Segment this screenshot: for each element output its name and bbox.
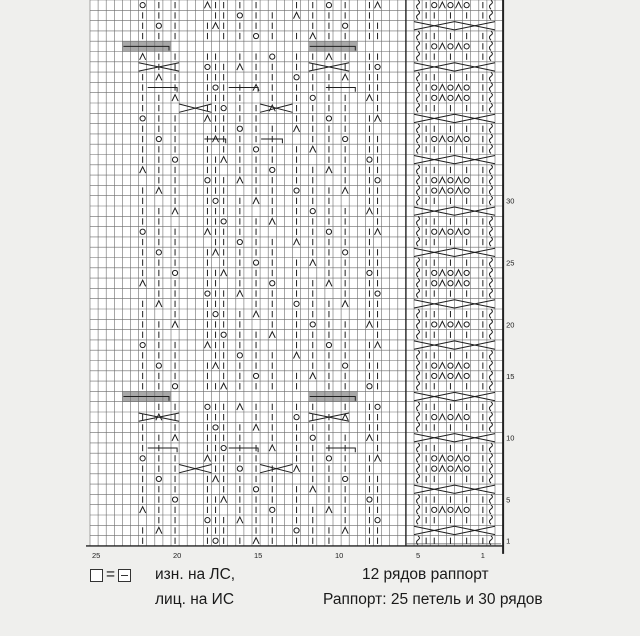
- row-number: 30: [506, 196, 515, 206]
- dash-cell-icon: [118, 569, 131, 582]
- column-number: 15: [254, 550, 263, 560]
- legend-line-1: изн. на ЛС,: [155, 566, 236, 583]
- empty-cell-icon: [90, 569, 103, 582]
- column-number: 1: [480, 550, 485, 560]
- row-number: 15: [506, 371, 515, 381]
- legend-equals: =: [106, 566, 116, 583]
- row-number: 10: [506, 433, 515, 443]
- column-number: 5: [416, 550, 421, 560]
- row-number: 5: [506, 495, 511, 505]
- column-number: 20: [173, 550, 182, 560]
- row-number: 20: [506, 320, 515, 330]
- column-number: 25: [92, 550, 101, 560]
- legend-symbol: [90, 566, 131, 584]
- repeat-label: 12 рядов раппорт: [362, 566, 489, 583]
- row-number: 1: [506, 536, 511, 546]
- repeat-detail: Раппорт: 25 петель и 30 рядов: [323, 591, 543, 608]
- column-number: 10: [335, 550, 344, 560]
- row-number: 25: [506, 258, 515, 268]
- legend-line-2: лиц. на ИС: [155, 591, 235, 608]
